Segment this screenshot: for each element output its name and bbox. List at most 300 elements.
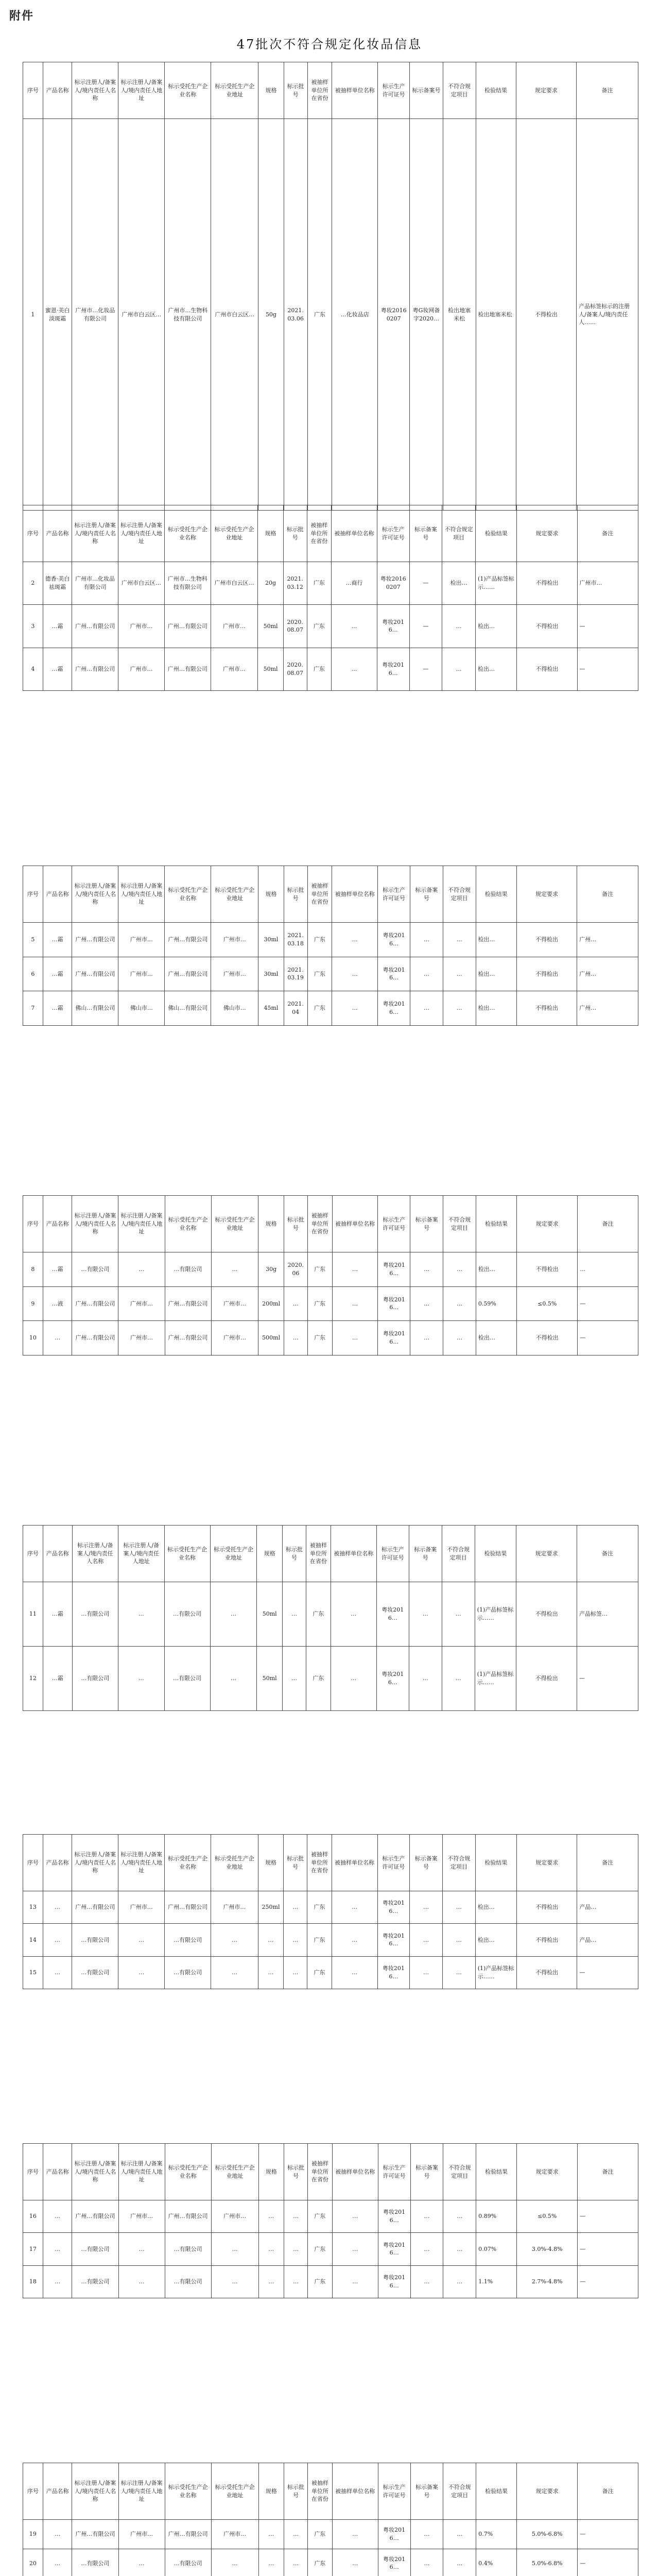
inspection-table (23, 1525, 638, 1711)
table-cell: 50ml (258, 648, 283, 690)
table-cell: (1)产品标签标示…… (475, 1647, 516, 1711)
table-cell: …霜 (43, 1252, 72, 1287)
table-cell: 粤妆2016… (376, 1582, 409, 1647)
table-cell: … (258, 2520, 284, 2549)
table-cell: … (332, 2549, 378, 2576)
table-cell: … (578, 1252, 638, 1287)
table-cell: … (332, 2233, 378, 2265)
table-cell: … (332, 648, 377, 690)
table-cell: — (578, 2265, 638, 2298)
column-header: 备注 (577, 62, 638, 119)
table-cell: 佛山市… (211, 991, 258, 1026)
table-cell: … (43, 1891, 72, 1924)
row-number: 11 (23, 1582, 43, 1647)
table-cell: … (410, 2200, 443, 2233)
column-header: 产品名称 (43, 62, 72, 119)
table-row (23, 1647, 638, 1711)
table-cell: 广州市… (118, 957, 165, 991)
column-header: 序号 (23, 1835, 43, 1891)
table-cell: 20g (258, 562, 283, 605)
table-cell: 广东 (308, 2549, 333, 2576)
table-header-row (23, 1526, 638, 1582)
table-cell: … (258, 2265, 284, 2298)
table-cell: 广州…有限公司 (72, 923, 118, 957)
table-cell: 广东 (307, 562, 332, 605)
table-cell: … (410, 991, 443, 1026)
table-cell: … (410, 1321, 443, 1355)
table-cell: 不得检出 (517, 1321, 578, 1355)
table-cell: 广州市… (211, 1891, 258, 1924)
table-cell: … (43, 1321, 72, 1355)
table-cell: 广东 (308, 2233, 333, 2265)
column-header: 标示生产许可证号 (378, 62, 410, 119)
table-cell: 粤妆2016… (378, 1321, 410, 1355)
column-header: 不符合规定项目 (443, 866, 476, 923)
table-cell: … (43, 2200, 72, 2233)
table-cell: … (43, 1956, 72, 1989)
table-row (23, 1924, 638, 1956)
table-cell: … (43, 2520, 72, 2549)
column-header: 标示批号 (284, 1196, 307, 1252)
table-cell: 2021.03.18 (284, 923, 307, 957)
column-header: 标示注册人/备案人/境内责任人名称 (72, 2463, 118, 2520)
inspection-table (23, 2143, 638, 2298)
table-cell: 粤妆2016… (378, 2520, 410, 2549)
table-cell: 广州…有限公司 (72, 2200, 118, 2233)
column-header: 标示受托生产企业地址 (211, 2463, 258, 2520)
table-cell: 检出… (442, 562, 476, 605)
table-cell: 5.0%-6.8% (517, 2520, 578, 2549)
column-header: 标示注册人/备案人/境内责任人地址 (118, 1196, 165, 1252)
table-cell: 广州…有限公司 (72, 605, 118, 648)
table-cell: … (284, 1924, 307, 1956)
table-cell: 粤妆2016… (378, 2233, 410, 2265)
table-row (23, 119, 638, 511)
table-cell: 检出… (476, 1252, 516, 1287)
table-cell: 广州…有限公司 (165, 2200, 211, 2233)
table-cell: 广东 (307, 923, 332, 957)
table-cell: …霜 (43, 648, 72, 690)
table-cell: 检出… (475, 1891, 516, 1924)
table-cell: … (410, 957, 443, 991)
column-header: 标示受托生产企业名称 (164, 1526, 210, 1582)
table-cell: 广州… (577, 957, 638, 991)
table-cell: 德香·美白祛斑霜 (43, 562, 72, 605)
table-cell: 广州…有限公司 (72, 957, 118, 991)
column-header: 被抽样单位名称 (332, 1196, 378, 1252)
column-header: 标示生产许可证号 (376, 1526, 409, 1582)
table-cell: 2021.03.19 (284, 957, 307, 991)
row-number: 12 (23, 1647, 43, 1711)
table-cell: … (332, 1891, 377, 1924)
column-header: 被抽样单位所在省份 (307, 1835, 332, 1891)
table-cell: 广东 (308, 2520, 333, 2549)
table-cell: … (283, 1647, 306, 1711)
column-header: 标示受托生产企业地址 (211, 866, 258, 923)
table-cell: 2.7%-4.8% (517, 2265, 578, 2298)
table-cell: 粤妆2016… (378, 991, 410, 1026)
table-cell: 粤妆2016… (378, 957, 410, 991)
table-cell: — (577, 648, 638, 690)
column-header: 检验结果 (476, 505, 517, 562)
column-header: 检验结果 (475, 1526, 516, 1582)
column-header: 检验结果 (476, 866, 516, 923)
inspection-table (23, 866, 638, 1026)
table-cell: 粤妆20160207 (377, 562, 409, 605)
column-header: 不符合规定项目 (443, 62, 476, 119)
table-cell: 粤妆2016… (378, 2200, 410, 2233)
table-cell: …有限公司 (72, 2549, 118, 2576)
inspection-table (23, 505, 638, 691)
inspection-table (23, 2463, 638, 2576)
table-cell: 广州… (577, 991, 638, 1026)
table-cell: 广州…有限公司 (165, 1321, 211, 1355)
table-cell: 广州市… (118, 1321, 165, 1355)
row-number: 9 (23, 1286, 43, 1321)
table-cell: … (210, 1647, 257, 1711)
table-row (23, 2233, 638, 2265)
table-cell: 广州…有限公司 (164, 605, 211, 648)
table-cell: … (258, 1956, 283, 1989)
column-header: 标示生产许可证号 (378, 866, 410, 923)
column-header: 被抽样单位所在省份 (307, 62, 332, 119)
table-cell: 广州市… (211, 2200, 258, 2233)
row-number: 4 (23, 648, 43, 690)
column-header: 不符合规定项目 (443, 1196, 476, 1252)
table-row (23, 1252, 638, 1287)
table-cell: 2020.06 (284, 1252, 307, 1287)
table-cell: … (258, 2233, 284, 2265)
table-cell: … (43, 2549, 72, 2576)
table-cell: 广州市… (118, 2200, 165, 2233)
column-header: 被抽样单位所在省份 (308, 2144, 333, 2200)
inspection-table (23, 62, 638, 511)
table-cell: 粤妆2016… (377, 605, 409, 648)
table-cell: 粤妆2016… (378, 923, 410, 957)
table-cell: … (332, 2265, 378, 2298)
table-cell: 广东 (307, 1924, 332, 1956)
table-cell: 广州… (577, 923, 638, 957)
column-header: 规定要求 (516, 1526, 577, 1582)
row-number: 19 (23, 2520, 43, 2549)
table-cell: 1.1% (476, 2265, 517, 2298)
table-row (23, 2549, 638, 2576)
inspection-table (23, 1195, 638, 1355)
table-cell: … (210, 1582, 257, 1647)
table-cell: …有限公司 (165, 1924, 211, 1956)
table-cell: … (332, 1924, 377, 1956)
table-cell: …商行 (332, 562, 377, 605)
table-cell: 广州市白云区… (211, 562, 258, 605)
table-cell: 不得检出 (517, 648, 577, 690)
column-header: 标示生产许可证号 (378, 2144, 410, 2200)
table-cell: … (332, 1321, 378, 1355)
table-cell: … (284, 1956, 307, 1989)
column-header: 检验结果 (475, 1835, 516, 1891)
table-cell: … (283, 1582, 306, 1647)
column-header: 标示生产许可证号 (378, 2463, 410, 2520)
table-cell: … (443, 1286, 476, 1321)
column-header: 不符合规定项目 (442, 505, 476, 562)
table-cell: 广州…有限公司 (72, 648, 118, 690)
table-cell: … (211, 2265, 258, 2298)
table-header-row (23, 1835, 638, 1891)
column-header: 不符合规定项目 (442, 1526, 475, 1582)
column-header: 序号 (23, 2144, 43, 2200)
table-cell: 0.07% (476, 2233, 517, 2265)
row-number: 14 (23, 1924, 43, 1956)
table-cell: 检出… (476, 1321, 516, 1355)
table-cell: … (443, 2233, 476, 2265)
column-header: 序号 (23, 1526, 43, 1582)
table-cell: — (578, 2520, 638, 2549)
row-number: 10 (23, 1321, 43, 1355)
table-cell: … (443, 2265, 476, 2298)
column-header: 备注 (578, 2463, 638, 2520)
table-cell: 50ml (257, 1647, 283, 1711)
table-cell: … (332, 2520, 378, 2549)
table-cell: 粤妆2016… (377, 648, 409, 690)
table-cell: — (577, 1956, 638, 1989)
table-cell: 广州市…生物科技有限公司 (165, 119, 211, 511)
column-header: 标示备案号 (410, 2463, 443, 2520)
table-row (23, 1582, 638, 1647)
row-number: 3 (23, 605, 43, 648)
table-cell: … (332, 957, 378, 991)
table-cell: … (442, 1956, 475, 1989)
table-cell: 广东 (307, 957, 332, 991)
column-header: 被抽样单位所在省份 (306, 1526, 331, 1582)
column-header: 标示注册人/备案人/境内责任人地址 (118, 505, 165, 562)
table-cell: … (211, 1956, 258, 1989)
table-cell: 广州…有限公司 (72, 1321, 118, 1355)
table-cell: 不得检出 (516, 1582, 577, 1647)
table-cell: 0.59% (476, 1286, 516, 1321)
column-header: 标示批号 (283, 1526, 306, 1582)
table-cell: … (284, 2200, 308, 2233)
table-cell: …霜 (43, 923, 72, 957)
table-row (23, 2520, 638, 2549)
table-cell: …霜 (43, 605, 72, 648)
table-cell: 不得检出 (517, 562, 577, 605)
table-cell: … (118, 1924, 165, 1956)
table-cell: … (284, 1321, 307, 1355)
table-cell: — (578, 2233, 638, 2265)
column-header: 标示批号 (284, 2144, 308, 2200)
column-header: 被抽样单位所在省份 (307, 866, 332, 923)
table-cell: — (578, 1286, 638, 1321)
table-cell: 不得检出 (516, 957, 577, 991)
table-cell: 50ml (258, 605, 283, 648)
table-cell: 不得检出 (516, 991, 577, 1026)
column-header: 标示注册人/备案人/境内责任人名称 (72, 1526, 118, 1582)
table-cell: … (118, 1582, 164, 1647)
row-number: 15 (23, 1956, 43, 1989)
table-cell: 250ml (258, 1891, 283, 1924)
table-cell: 广州市… (211, 923, 258, 957)
column-header: 规格 (258, 505, 283, 562)
table-cell: 检出地塞米松 (443, 119, 476, 511)
table-cell: 检出… (476, 648, 517, 690)
table-cell: … (43, 2233, 72, 2265)
column-header: 标示生产许可证号 (378, 1196, 410, 1252)
table-cell: 不得检出 (517, 1252, 578, 1287)
column-header: 产品名称 (43, 505, 72, 562)
table-cell: …有限公司 (165, 1956, 211, 1989)
column-header: 标示备案号 (409, 1526, 442, 1582)
table-header-row (23, 1196, 638, 1252)
inspection-table (23, 1834, 638, 1989)
table-cell: …有限公司 (165, 1252, 211, 1287)
column-header: 规格 (258, 2144, 284, 2200)
table-cell: 蜜恩·美白淡斑霜 (43, 119, 72, 511)
table-cell: … (332, 1286, 378, 1321)
table-cell: 广东 (308, 2265, 333, 2298)
table-cell: 200ml (258, 1286, 284, 1321)
table-cell: … (284, 1286, 307, 1321)
table-cell: … (211, 1924, 258, 1956)
table-cell: … (332, 923, 378, 957)
table-cell: (1)产品标签标示…… (476, 562, 517, 605)
table-cell: 0.4% (476, 2549, 517, 2576)
table-cell: — (409, 605, 442, 648)
table-header-row (23, 2463, 638, 2520)
table-cell: 粤G妆网备字2020… (410, 119, 443, 511)
row-number: 13 (23, 1891, 43, 1924)
table-cell: 粤妆2016… (378, 1252, 410, 1287)
table-cell: 广州市… (211, 648, 258, 690)
column-header: 检验结果 (476, 2463, 517, 2520)
column-header: 产品名称 (43, 2463, 72, 2520)
column-header: 不符合规定项目 (442, 1835, 475, 1891)
table-cell: 不得检出 (517, 1924, 577, 1956)
table-cell: (1)产品标签标示…… (475, 1956, 516, 1989)
column-header: 规定要求 (516, 866, 577, 923)
table-cell: 广州市白云区… (118, 119, 165, 511)
table-cell: … (443, 2200, 476, 2233)
table-cell: 500ml (258, 1321, 284, 1355)
column-header: 规定要求 (517, 1196, 578, 1252)
table-cell: … (332, 991, 378, 1026)
table-cell: 2021.04 (284, 991, 307, 1026)
table-cell: … (410, 1286, 443, 1321)
table-row (23, 2200, 638, 2233)
table-cell: … (118, 2233, 165, 2265)
table-cell: …有限公司 (72, 1956, 118, 1989)
table-cell: 佛山市… (118, 991, 165, 1026)
table-cell: … (284, 1891, 307, 1924)
table-row (23, 1956, 638, 1989)
table-cell: 粤妆2016… (378, 2549, 410, 2576)
table-cell: … (443, 2549, 476, 2576)
table-cell: 5.0%-6.8% (517, 2549, 578, 2576)
column-header: 标示注册人/备案人/境内责任人地址 (118, 62, 165, 119)
table-cell: 广州市… (118, 605, 165, 648)
column-header: 标示受托生产企业名称 (165, 2144, 211, 2200)
column-header: 规格 (258, 62, 284, 119)
table-cell: … (118, 2549, 165, 2576)
table-cell: …有限公司 (72, 1647, 118, 1711)
table-cell: … (258, 1924, 283, 1956)
row-number: 8 (23, 1252, 43, 1287)
table-cell: 广州…有限公司 (72, 1286, 118, 1321)
table-cell: 广州市…化妆品有限公司 (72, 562, 118, 605)
table-cell: …有限公司 (72, 2233, 118, 2265)
row-number: 1 (23, 119, 43, 511)
table-row (23, 648, 638, 690)
table-cell: — (577, 1647, 638, 1711)
column-header: 标示批号 (284, 866, 307, 923)
table-cell: 佛山…有限公司 (165, 991, 211, 1026)
table-cell: 广州市… (118, 2520, 165, 2549)
table-cell: 广州市… (211, 2520, 258, 2549)
table-cell: …有限公司 (72, 2265, 118, 2298)
column-header: 标示受托生产企业名称 (165, 2463, 211, 2520)
table-cell: … (43, 1924, 72, 1956)
table-cell: … (410, 1924, 443, 1956)
column-header: 标示生产许可证号 (377, 505, 409, 562)
table-cell: … (410, 1252, 443, 1287)
table-cell: 检出… (476, 923, 516, 957)
table-cell: …化妆品店 (332, 119, 378, 511)
column-header: 被抽样单位名称 (331, 1526, 376, 1582)
table-cell: — (578, 2200, 638, 2233)
table-cell: … (332, 1956, 377, 1989)
table-cell: …有限公司 (72, 1924, 118, 1956)
column-header: 标示批号 (284, 2463, 308, 2520)
table-cell: 广东 (307, 605, 332, 648)
table-cell: 产品… (577, 1891, 638, 1924)
table-cell: 广州…有限公司 (165, 1286, 211, 1321)
table-cell: …有限公司 (72, 1582, 118, 1647)
table-cell: 不得检出 (516, 923, 577, 957)
table-cell: … (410, 1891, 443, 1924)
table-cell: … (409, 1582, 442, 1647)
table-cell: 产品标签… (577, 1582, 638, 1647)
table-cell: 产品标签标示的注册人/备案人/境内责任人…… (577, 119, 638, 511)
table-cell: 粤妆2016… (377, 1924, 410, 1956)
table-cell: 广州…有限公司 (165, 1891, 211, 1924)
column-header: 规定要求 (516, 62, 576, 119)
table-cell: …霜 (43, 957, 72, 991)
table-cell: 检出… (476, 957, 516, 991)
table-cell: 粤妆2016… (376, 1647, 409, 1711)
column-header: 标示注册人/备案人/境内责任人地址 (118, 1835, 165, 1891)
table-cell: …霜 (43, 991, 72, 1026)
table-cell: 30ml (258, 923, 284, 957)
column-header: 规格 (258, 1835, 283, 1891)
table-cell: … (211, 1252, 258, 1287)
column-header: 不符合规定项目 (443, 2463, 476, 2520)
table-cell: … (442, 1891, 475, 1924)
column-header: 被抽样单位名称 (332, 2144, 378, 2200)
column-header: 产品名称 (43, 2144, 72, 2200)
table-cell: 不得检出 (516, 1647, 577, 1711)
table-cell: … (284, 2549, 308, 2576)
column-header: 序号 (23, 2463, 43, 2520)
attachment-label: 附件 (9, 10, 34, 23)
table-cell: 不得检出 (517, 1956, 577, 1989)
table-cell: 2021.03.12 (283, 562, 307, 605)
column-header: 标示注册人/备案人/境内责任人地址 (118, 866, 165, 923)
table-cell: 广州…有限公司 (72, 2520, 118, 2549)
table-cell: … (211, 2549, 258, 2576)
table-cell: — (409, 648, 442, 690)
table-cell: … (43, 2265, 72, 2298)
table-cell: 粤妆2016… (378, 2265, 410, 2298)
table-cell: … (332, 2200, 378, 2233)
table-cell: 广州市… (577, 562, 638, 605)
